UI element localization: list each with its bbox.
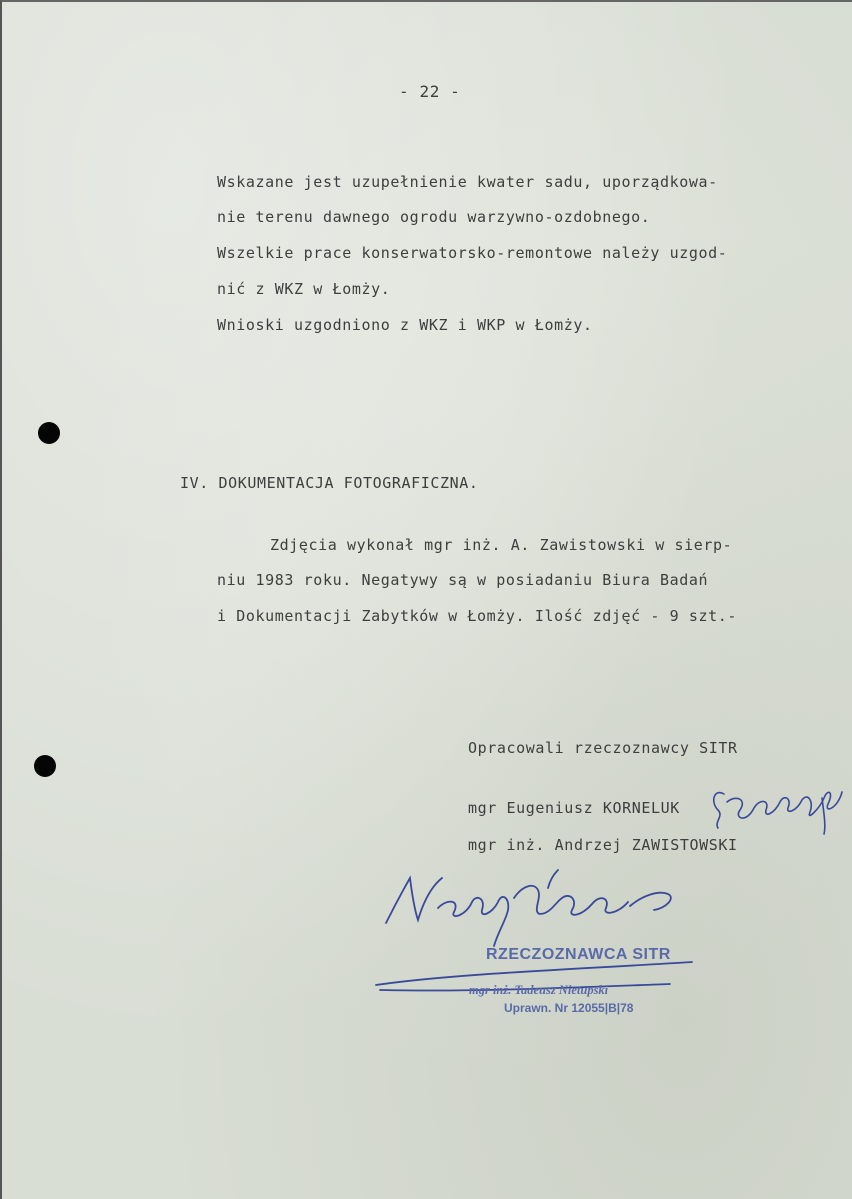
stamp-title: RZECZOZNAWCA SITR: [486, 946, 671, 963]
punch-hole-icon: [38, 422, 60, 444]
recommendation-line: nić z WKZ w Łomży.: [217, 280, 391, 298]
signatures-header: Opracowali rzeczoznawcy SITR: [468, 739, 738, 757]
photo-paragraph-line: Zdjęcia wykonał mgr inż. A. Zawistowski w sierp-: [270, 536, 733, 554]
expert-2-name: mgr inż. Andrzej ZAWISTOWSKI: [468, 836, 738, 854]
punch-hole-icon: [34, 755, 56, 777]
section-heading: IV. DOKUMENTACJA FOTOGRAFICZNA.: [180, 474, 479, 492]
recommendation-line: Wnioski uzgodniono z WKZ i WKP w Łomży.: [217, 316, 593, 334]
recommendation-line: Wskazane jest uzupełnienie kwater sadu, uporządkowa-: [217, 173, 718, 191]
stamp-permit: Uprawn. Nr 12055|B|78: [504, 1001, 634, 1015]
page-number: - 22 -: [399, 82, 461, 101]
expert-1-name: mgr Eugeniusz KORNELUK: [468, 799, 680, 817]
korneluk-signature-icon: [714, 792, 842, 834]
recommendation-line: Wszelkie prace konserwatorsko-remontowe należy uzgod-: [217, 244, 728, 262]
nietupski-signature-icon: [376, 870, 692, 991]
recommendation-line: nie terenu dawnego ogrodu warzywno-ozdobnego.: [217, 208, 651, 226]
photo-paragraph-line: niu 1983 roku. Negatywy są w posiadaniu Biura Badań: [217, 571, 709, 589]
photo-paragraph-line: i Dokumentacji Zabytków w Łomży. Ilość zdjęć - 9 szt.-: [217, 607, 738, 625]
stamp-name: mgr inż. Tadeusz Nietupski: [469, 983, 609, 997]
